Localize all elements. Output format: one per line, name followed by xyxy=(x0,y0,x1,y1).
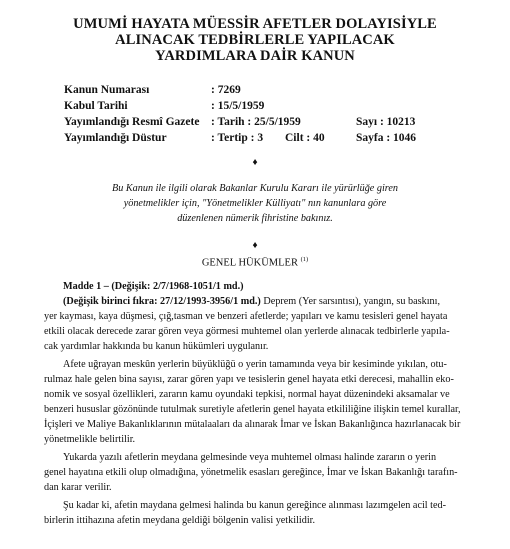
footnote-marker: (1) xyxy=(300,256,309,263)
paragraph-4-line-2: birlerin ittihazına afetin meydana geldiği bölgenin valisi yetkilidir. xyxy=(44,515,316,526)
paragraph-2-line-3: nomik ve sosyal özellikleri, zararın kamu oyundaki tepkisi, normal hayat düzenindeki aksamalar ve xyxy=(44,389,450,400)
kanun-no-label: Kanun Numarası xyxy=(64,84,150,96)
paragraph-2-line-5: İçişleri ve Maliye Bakanlıklarının mütalaaları da alınarak İmar ve İskan Bakanlığınca hazırlanacak bir xyxy=(44,419,461,430)
paragraph-1-line-2: yer kayması, kaya düşmesi, çığ,tasman ve benzeri afetlerde; yapıları ve kamu tesisleri genel hayata xyxy=(44,311,448,322)
amendment-note: (Değişik birinci fıkra: 27/12/1993-3956/1 md.) xyxy=(63,296,261,307)
diamond-separator-icon: ♦ xyxy=(252,240,258,251)
section-heading xyxy=(0,256,510,269)
paragraph-1-line-1 xyxy=(63,296,510,307)
paragraph-1-line-1-text: Deprem (Yer sarsıntısı), yangın, su baskını, xyxy=(260,296,441,307)
kabul-tarihi-label: Kabul Tarihi xyxy=(64,100,128,112)
law-title-line-2: ALINACAK TEDBİRLERLE YAPILACAK xyxy=(115,32,395,48)
paragraph-4-line-1: Şu kadar ki, afetin maydana gelmesi halinda bu kanun gereğince alınması lazımgelen acil ted- xyxy=(63,500,447,511)
duster-tertip: : Tertip : 3 xyxy=(211,132,264,144)
kabul-tarihi-value: : 15/5/1959 xyxy=(211,100,265,112)
note-line-2: yönetmelikler için, "Yönetmelikler Külliyatı" nın kanunlara göre xyxy=(123,198,387,209)
section-heading-text: GENEL HÜKÜMLER xyxy=(201,257,298,269)
diamond-separator-icon: ♦ xyxy=(252,157,258,168)
duster-cilt: Cilt : 40 xyxy=(285,132,325,144)
duster-label: Yayımlandığı Düstur xyxy=(64,132,167,144)
paragraph-2-line-2: rulmaz hale gelen bina sayısı, zarar gören yapı ve tesislerin genel hayata etki derecesi, mahallin eko- xyxy=(44,374,454,385)
paragraph-3-line-2: genel hayatına etkili olup olmadığına, yönetmelik esasları gereğince, İmar ve İskan Bakanlığı tarafın- xyxy=(44,467,458,478)
paragraph-1-line-3: etkili olacak derecede zarar gören veya görmesi muhtemel olan yerlerde alınacak tedbirlerle yapıla- xyxy=(44,326,450,337)
kanun-no-value: : 7269 xyxy=(211,84,241,96)
paragraph-2-line-1: Afete uğrayan meskûn yerlerin büyüklüğü o yerin tamamında veya bir kesiminde yıkılan, otu- xyxy=(63,359,447,370)
law-title-line-3: YARDIMLARA DAİR KANUN xyxy=(155,48,355,64)
note-line-3: düzenlenen nümerik fihristine bakınız. xyxy=(177,213,333,224)
paragraph-2-line-4: benzeri hususlar gözönünde tutulmak suretiyle afetlerin genel hayata etkililiğine ilişkin temel kurallar, xyxy=(44,404,461,415)
paragraph-1-line-4: cak yardımlar hakkında bu kanun hükümleri uygulanır. xyxy=(44,341,269,352)
paragraph-3-line-3: dan karar verilir. xyxy=(44,482,112,493)
note-line-1: Bu Kanun ile ilgili olarak Bakanlar Kurulu Kararı ile yürürlüğe giren xyxy=(112,183,398,194)
resmi-gazete-sayi: Sayı : 10213 xyxy=(356,116,416,128)
paragraph-2-line-6: yönetmelikle belirtilir. xyxy=(44,434,136,445)
resmi-gazete-tarih: : Tarih : 25/5/1959 xyxy=(211,116,301,128)
madde-title: Madde 1 – (Değişik: 2/7/1968-1051/1 md.) xyxy=(63,281,244,292)
law-title-line-1: UMUMİ HAYATA MÜESSİR AFETLER DOLAYISİYLE xyxy=(73,16,437,32)
paragraph-3-line-1: Yukarda yazılı afetlerin meydana gelmesinde veya muhtemel olması halinde zararın o yerin xyxy=(63,452,437,463)
duster-sayfa: Sayfa : 1046 xyxy=(356,132,417,144)
resmi-gazete-label: Yayımlandığı Resmî Gazete xyxy=(64,116,200,128)
